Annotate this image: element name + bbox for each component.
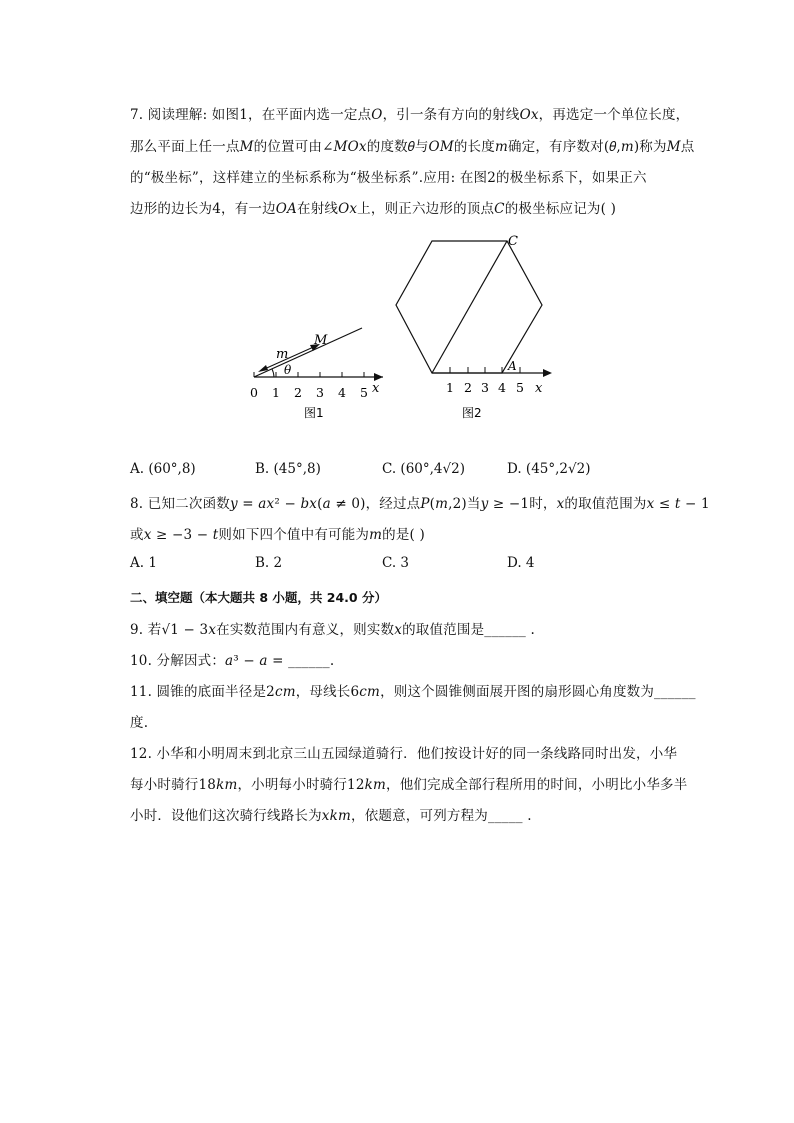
q12-line-1: 12. 小华和小明周末到北京三山五园绿道骑行．他们按设计好的同一条线路同时出发，小华 bbox=[130, 746, 678, 762]
q7-option-a[interactable]: A. (60°,8) bbox=[130, 461, 196, 477]
fig1-label-theta: θ bbox=[284, 363, 292, 377]
fig1-tick-label: 5 bbox=[360, 385, 368, 400]
fig2-tick-label: 5 bbox=[516, 380, 524, 395]
q8-option-b[interactable]: B. 2 bbox=[255, 555, 283, 571]
fig1-ray bbox=[254, 328, 362, 377]
fig2-label-x: x bbox=[535, 381, 543, 396]
section-title-fill-in: 二、填空题（本大题共 8 小题，共 24.0 分） bbox=[130, 590, 387, 605]
fig2-tick-label: 3 bbox=[481, 380, 489, 395]
fig1-label-M: M bbox=[314, 333, 328, 348]
q11-line-2: 度. bbox=[130, 715, 149, 731]
fig2-caption: 图2 bbox=[462, 406, 482, 420]
fig2-tick-label: 1 bbox=[446, 380, 454, 395]
fig2-tick-label: 4 bbox=[498, 380, 506, 395]
fig2-label-A: A bbox=[508, 359, 517, 373]
q7-line-1: 7. 阅读理解: 如图1，在平面内选一定点𝑂，引一条有方向的射线𝑂𝑥，再选定一个单位长度， bbox=[130, 107, 690, 123]
fig2-diagonal-oc bbox=[432, 241, 507, 373]
fig1-label-x: x bbox=[372, 381, 380, 396]
q12-line-2: 每小时骑行18𝑘𝑚，小明每小时骑行12𝑘𝑚，他们完成全部行程所用的时间，小明比小华多半 bbox=[130, 777, 688, 793]
fig2-label-C: C bbox=[508, 234, 518, 249]
q8-line-1: 8. 已知二次函数𝑦 = 𝑎𝑥² − 𝑏𝑥(𝑎 ≠ 0)，经过点𝑃(𝑚,2)当𝑦 ≥ −1时，𝑥的取值范围为𝑥 ≤ 𝑡 − 1 bbox=[130, 496, 710, 512]
q9-line: 9. 若√1 − 3𝑥在实数范围内有意义，则实数𝑥的取值范围是______ . bbox=[130, 622, 535, 638]
fig1-tick-label: 4 bbox=[338, 385, 346, 400]
q7-line-4: 边形的边长为4，有一边𝑂𝐴在射线𝑂𝑥上，则正六边形的顶点𝐶的极坐标应记为( ) bbox=[130, 201, 617, 217]
q7-option-d[interactable]: D. (45°,2√2) bbox=[507, 461, 591, 477]
fig1-caption: 图1 bbox=[304, 406, 324, 420]
q7-option-c[interactable]: C. (60°,4√2) bbox=[382, 461, 465, 477]
q10-line: 10. 分解因式：𝑎³ − 𝑎 = ______. bbox=[130, 653, 335, 669]
q8-option-a[interactable]: A. 1 bbox=[130, 555, 157, 571]
fig1-tick-label: 2 bbox=[294, 385, 302, 400]
q7-line-2: 那么平面上任一点𝑀的位置可由∠𝑀𝑂𝑥的度数𝜃与𝑂𝑀的长度𝑚确定，有序数对(𝜃,𝑚)称为𝑀点 bbox=[130, 139, 695, 155]
q7-option-b[interactable]: B. (45°,8) bbox=[255, 461, 321, 477]
fig2-axis-arrow-icon bbox=[543, 369, 552, 377]
fig2-tick-label: 2 bbox=[464, 380, 472, 395]
figure-2-hexagon bbox=[390, 228, 560, 428]
fig1-label-m: m bbox=[276, 347, 289, 362]
q8-option-c[interactable]: C. 3 bbox=[382, 555, 410, 571]
fig1-tick-label: 3 bbox=[316, 385, 324, 400]
fig1-axis-arrow-icon bbox=[374, 373, 383, 381]
q8-option-d[interactable]: D. 4 bbox=[507, 555, 535, 571]
q8-line-2: 或𝑥 ≥ −3 − 𝑡则如下四个值中有可能为𝑚的是( ) bbox=[130, 527, 425, 543]
q11-line-1: 11. 圆锥的底面半径是2𝑐𝑚，母线长6𝑐𝑚，则这个圆锥侧面展开图的扇形圆心角度数为______ bbox=[130, 684, 696, 700]
fig1-tick-label: 0 bbox=[250, 385, 258, 400]
fig1-angle-arc bbox=[272, 369, 274, 377]
fig1-tick-label: 1 bbox=[272, 385, 280, 400]
q7-line-3: 的“极坐标”，这样建立的坐标系称为“极坐标系”.应用: 在图2的极坐标系下，如果正六 bbox=[130, 170, 647, 186]
figure-1-polar-coordinate bbox=[240, 320, 390, 430]
q12-line-3: 小时．设他们这次骑行线路长为𝑥𝑘𝑚，依题意，可列方程为_____ . bbox=[130, 808, 532, 824]
